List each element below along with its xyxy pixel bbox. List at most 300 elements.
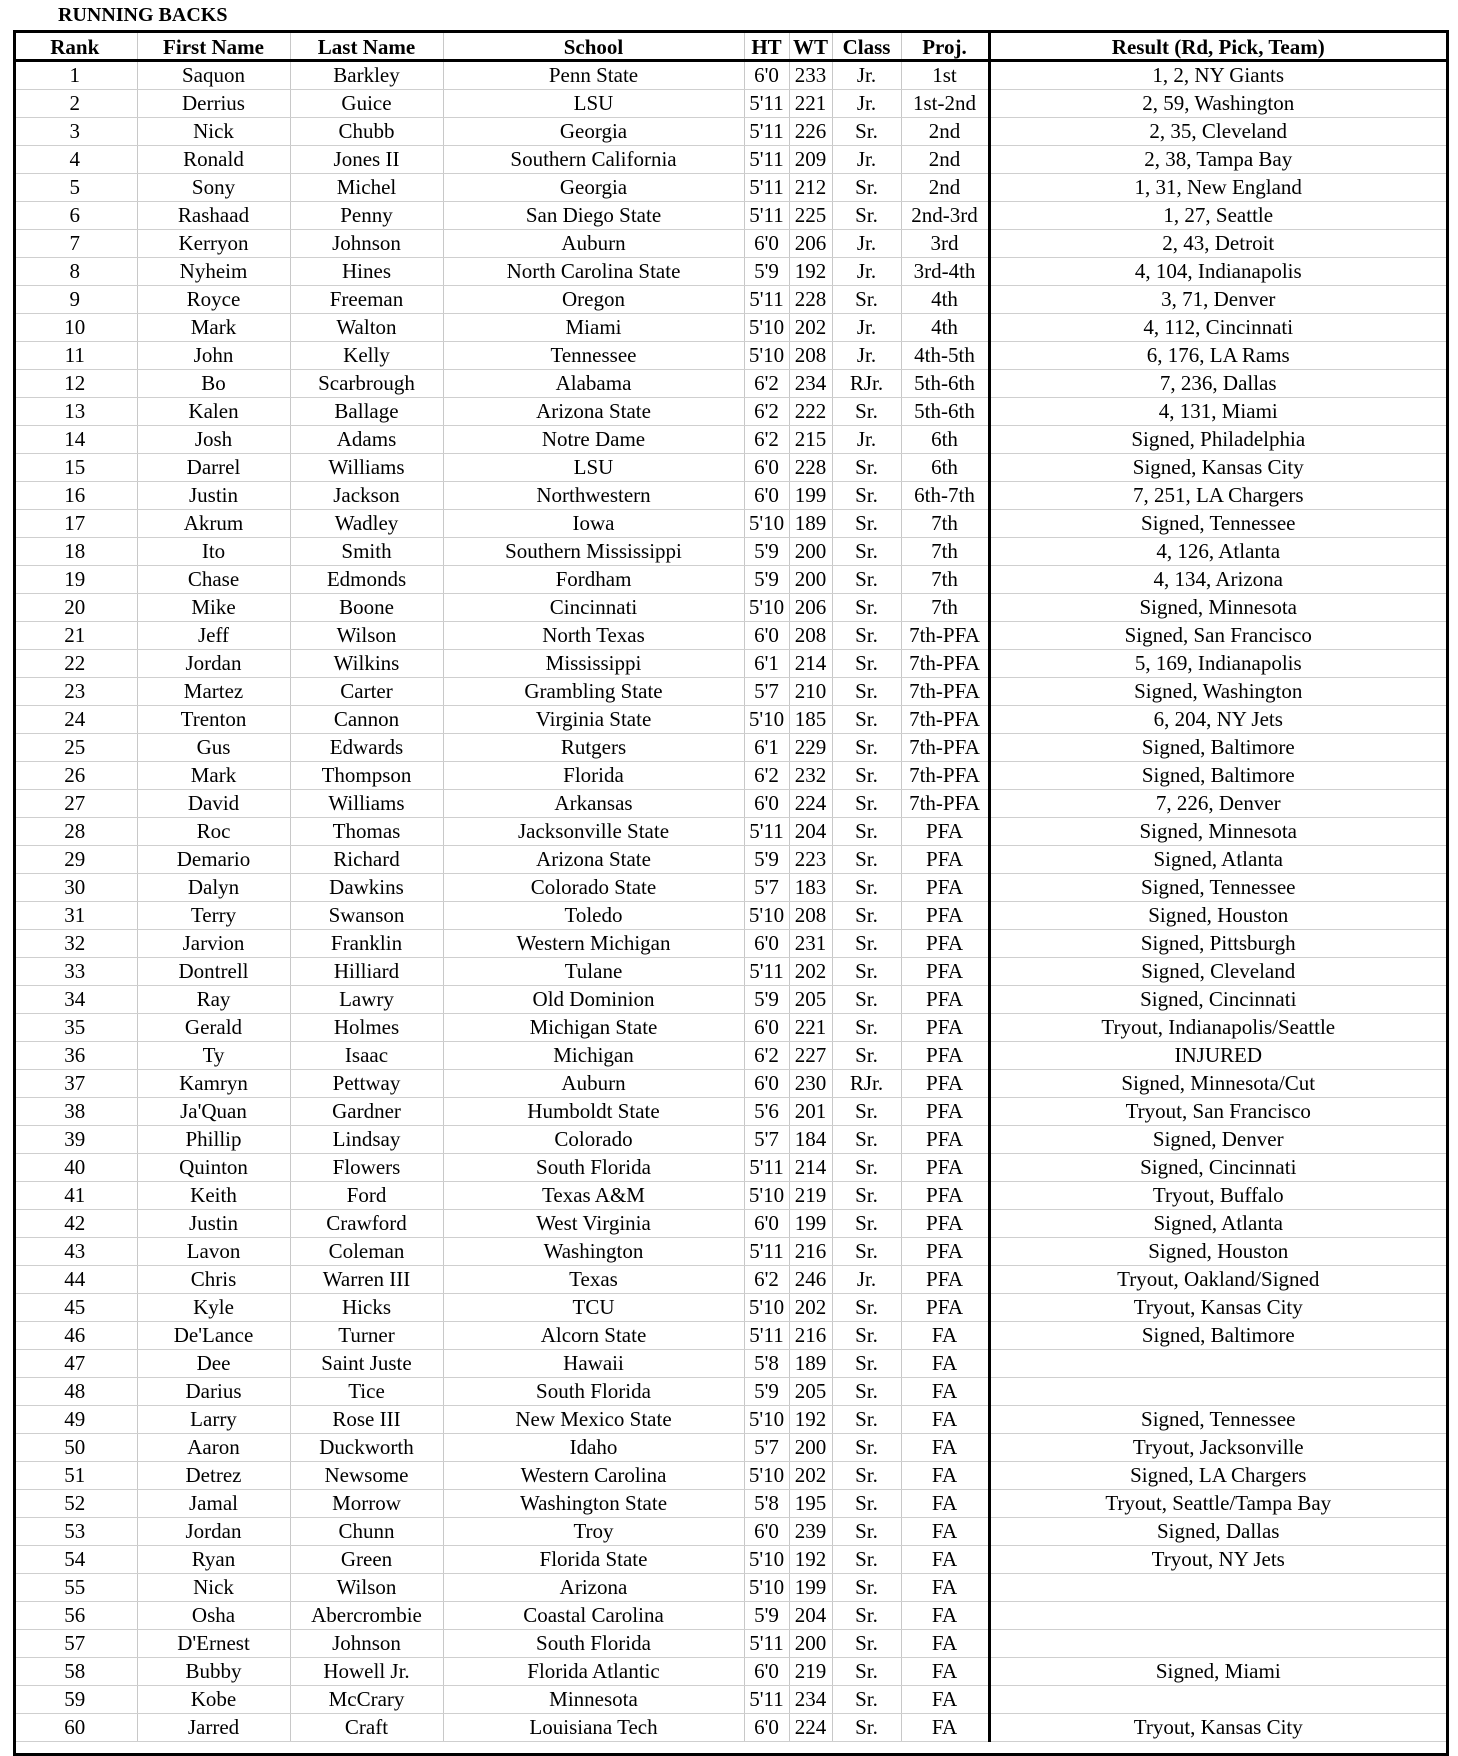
last-name-cell: Howell Jr.: [290, 1658, 443, 1686]
rank-cell: 20: [13, 594, 137, 622]
first-name-cell: Josh: [137, 426, 290, 454]
class-cell: Sr.: [832, 1434, 901, 1462]
rank-cell: 27: [13, 790, 137, 818]
projection-cell: 4th: [901, 286, 989, 314]
table-row: [13, 174, 1446, 202]
projection-cell: 5th-6th: [901, 370, 989, 398]
first-name-cell: Jamal: [137, 1490, 290, 1518]
weight-cell: 219: [789, 1658, 832, 1686]
weight-cell: 221: [789, 1014, 832, 1042]
projection-cell: 7th-PFA: [901, 734, 989, 762]
header-row: [13, 30, 1446, 61]
first-name-cell: Jordan: [137, 1518, 290, 1546]
last-name-cell: Boone: [290, 594, 443, 622]
table-row: [13, 1602, 1446, 1630]
result-cell: 6, 204, NY Jets: [989, 706, 1446, 734]
table-row: [13, 90, 1446, 118]
last-name-cell: Hilliard: [290, 958, 443, 986]
school-cell: Troy: [443, 1518, 744, 1546]
last-name-cell: Thompson: [290, 762, 443, 790]
last-name-cell: Flowers: [290, 1154, 443, 1182]
result-cell: Signed, LA Chargers: [989, 1462, 1446, 1490]
first-name-cell: Akrum: [137, 510, 290, 538]
last-name-cell: Johnson: [290, 1630, 443, 1658]
table-row: [13, 790, 1446, 818]
result-cell: Signed, Atlanta: [989, 846, 1446, 874]
school-cell: Florida Atlantic: [443, 1658, 744, 1686]
weight-cell: 183: [789, 874, 832, 902]
rank-cell: 48: [13, 1378, 137, 1406]
class-cell: Sr.: [832, 510, 901, 538]
projection-cell: PFA: [901, 818, 989, 846]
weight-cell: 212: [789, 174, 832, 202]
table-row: [13, 986, 1446, 1014]
rank-cell: 18: [13, 538, 137, 566]
height-cell: 5'7: [744, 874, 789, 902]
projection-cell: PFA: [901, 1070, 989, 1098]
school-cell: Humboldt State: [443, 1098, 744, 1126]
height-cell: 6'0: [744, 482, 789, 510]
weight-cell: 205: [789, 986, 832, 1014]
weight-cell: 233: [789, 61, 832, 90]
rank-cell: 10: [13, 314, 137, 342]
projection-cell: FA: [901, 1574, 989, 1602]
result-cell: Signed, Washington: [989, 678, 1446, 706]
weight-cell: 208: [789, 342, 832, 370]
weight-cell: 208: [789, 622, 832, 650]
weight-cell: 216: [789, 1322, 832, 1350]
table-row: [13, 902, 1446, 930]
table-row: [13, 342, 1446, 370]
result-cell: Signed, Tennessee: [989, 874, 1446, 902]
school-cell: Auburn: [443, 230, 744, 258]
table-row: [13, 566, 1446, 594]
rank-cell: 53: [13, 1518, 137, 1546]
result-cell: Tryout, Buffalo: [989, 1182, 1446, 1210]
first-name-cell: Sony: [137, 174, 290, 202]
class-cell: Sr.: [832, 650, 901, 678]
height-cell: 5'11: [744, 286, 789, 314]
table-row: [13, 538, 1446, 566]
class-cell: Sr.: [832, 1294, 901, 1322]
weight-cell: 224: [789, 790, 832, 818]
height-cell: 5'10: [744, 594, 789, 622]
height-cell: 6'0: [744, 1210, 789, 1238]
rank-cell: 16: [13, 482, 137, 510]
last-name-cell: Wilson: [290, 622, 443, 650]
table-row: [13, 202, 1446, 230]
first-name-cell: Chris: [137, 1266, 290, 1294]
table-row: [13, 258, 1446, 286]
first-name-cell: Derrius: [137, 90, 290, 118]
projection-cell: 2nd: [901, 146, 989, 174]
first-name-cell: Trenton: [137, 706, 290, 734]
weight-cell: 219: [789, 1182, 832, 1210]
class-cell: Sr.: [832, 958, 901, 986]
last-name-cell: Franklin: [290, 930, 443, 958]
projection-cell: 3rd-4th: [901, 258, 989, 286]
school-cell: Penn State: [443, 61, 744, 90]
last-name-cell: Duckworth: [290, 1434, 443, 1462]
first-name-cell: Saquon: [137, 61, 290, 90]
rank-cell: 46: [13, 1322, 137, 1350]
height-cell: 5'11: [744, 1686, 789, 1714]
first-name-cell: John: [137, 342, 290, 370]
rank-cell: 13: [13, 398, 137, 426]
rank-cell: 4: [13, 146, 137, 174]
projection-cell: FA: [901, 1602, 989, 1630]
first-name-cell: Ty: [137, 1042, 290, 1070]
school-cell: West Virginia: [443, 1210, 744, 1238]
projection-cell: 4th: [901, 314, 989, 342]
weight-cell: 202: [789, 958, 832, 986]
projection-cell: 7th-PFA: [901, 790, 989, 818]
result-cell: Tryout, Jacksonville: [989, 1434, 1446, 1462]
school-cell: Miami: [443, 314, 744, 342]
last-name-cell: Chubb: [290, 118, 443, 146]
first-name-cell: Gerald: [137, 1014, 290, 1042]
weight-cell: 201: [789, 1098, 832, 1126]
projection-cell: PFA: [901, 1182, 989, 1210]
class-cell: Jr.: [832, 426, 901, 454]
school-cell: Hawaii: [443, 1350, 744, 1378]
result-cell: Tryout, Indianapolis/Seattle: [989, 1014, 1446, 1042]
school-cell: Arkansas: [443, 790, 744, 818]
last-name-cell: Edwards: [290, 734, 443, 762]
class-cell: Sr.: [832, 1350, 901, 1378]
height-cell: 6'1: [744, 734, 789, 762]
weight-cell: 204: [789, 1602, 832, 1630]
class-cell: Jr.: [832, 314, 901, 342]
rank-cell: 37: [13, 1070, 137, 1098]
rank-cell: 32: [13, 930, 137, 958]
result-cell: [989, 1378, 1446, 1406]
weight-cell: 192: [789, 258, 832, 286]
last-name-cell: Cannon: [290, 706, 443, 734]
school-cell: Idaho: [443, 1434, 744, 1462]
school-cell: Michigan: [443, 1042, 744, 1070]
rank-cell: 9: [13, 286, 137, 314]
result-cell: Signed, San Francisco: [989, 622, 1446, 650]
last-name-cell: Wilkins: [290, 650, 443, 678]
first-name-cell: Darrel: [137, 454, 290, 482]
height-cell: 6'0: [744, 1014, 789, 1042]
weight-cell: 202: [789, 1462, 832, 1490]
height-cell: 5'10: [744, 342, 789, 370]
page-title: RUNNING BACKS: [58, 4, 228, 26]
rank-cell: 28: [13, 818, 137, 846]
table-row: [13, 1238, 1446, 1266]
school-cell: New Mexico State: [443, 1406, 744, 1434]
first-name-cell: Ryan: [137, 1546, 290, 1574]
height-cell: 5'11: [744, 818, 789, 846]
school-cell: Arizona State: [443, 398, 744, 426]
height-cell: 5'9: [744, 538, 789, 566]
school-cell: Minnesota: [443, 1686, 744, 1714]
last-name-cell: Saint Juste: [290, 1350, 443, 1378]
school-cell: Alabama: [443, 370, 744, 398]
weight-cell: 223: [789, 846, 832, 874]
rank-cell: 45: [13, 1294, 137, 1322]
height-cell: 5'10: [744, 1546, 789, 1574]
class-cell: Sr.: [832, 930, 901, 958]
rank-cell: 17: [13, 510, 137, 538]
rank-cell: 24: [13, 706, 137, 734]
rank-cell: 29: [13, 846, 137, 874]
weight-cell: 200: [789, 538, 832, 566]
school-cell: Western Michigan: [443, 930, 744, 958]
projection-cell: 6th: [901, 426, 989, 454]
class-cell: Jr.: [832, 146, 901, 174]
table-row: [13, 1042, 1446, 1070]
projection-cell: PFA: [901, 1266, 989, 1294]
result-cell: 4, 134, Arizona: [989, 566, 1446, 594]
weight-cell: 192: [789, 1546, 832, 1574]
height-cell: 5'11: [744, 118, 789, 146]
weight-cell: 216: [789, 1238, 832, 1266]
first-name-cell: Jeff: [137, 622, 290, 650]
class-cell: Sr.: [832, 1462, 901, 1490]
class-cell: Sr.: [832, 566, 901, 594]
class-cell: Sr.: [832, 1378, 901, 1406]
result-cell: 5, 169, Indianapolis: [989, 650, 1446, 678]
last-name-cell: Wadley: [290, 510, 443, 538]
rank-cell: 26: [13, 762, 137, 790]
table-row: [13, 454, 1446, 482]
result-cell: [989, 1602, 1446, 1630]
result-cell: Signed, Cleveland: [989, 958, 1446, 986]
class-cell: Sr.: [832, 202, 901, 230]
height-cell: 6'0: [744, 61, 789, 90]
rank-cell: 25: [13, 734, 137, 762]
table-row: [13, 1210, 1446, 1238]
weight-cell: 199: [789, 1574, 832, 1602]
rank-cell: 5: [13, 174, 137, 202]
table-row: [13, 1434, 1446, 1462]
result-cell: Tryout, NY Jets: [989, 1546, 1446, 1574]
projection-cell: PFA: [901, 1238, 989, 1266]
class-cell: Sr.: [832, 1042, 901, 1070]
rank-cell: 40: [13, 1154, 137, 1182]
result-cell: 2, 59, Washington: [989, 90, 1446, 118]
height-cell: 5'6: [744, 1098, 789, 1126]
result-cell: Signed, Dallas: [989, 1518, 1446, 1546]
table-row: [13, 1014, 1446, 1042]
school-cell: Coastal Carolina: [443, 1602, 744, 1630]
height-cell: 6'0: [744, 622, 789, 650]
last-name-cell: McCrary: [290, 1686, 443, 1714]
result-cell: 1, 2, NY Giants: [989, 61, 1446, 90]
projection-cell: PFA: [901, 1014, 989, 1042]
table-row: [13, 1378, 1446, 1406]
height-cell: 6'0: [744, 1070, 789, 1098]
school-cell: Tulane: [443, 958, 744, 986]
class-cell: Jr.: [832, 258, 901, 286]
weight-cell: 215: [789, 426, 832, 454]
last-name-cell: Barkley: [290, 61, 443, 90]
school-cell: Toledo: [443, 902, 744, 930]
rank-cell: 38: [13, 1098, 137, 1126]
result-cell: 2, 38, Tampa Bay: [989, 146, 1446, 174]
rank-cell: 36: [13, 1042, 137, 1070]
last-name-cell: Smith: [290, 538, 443, 566]
column-header-projection: Proj.: [901, 30, 989, 61]
table-row: [13, 1490, 1446, 1518]
projection-cell: PFA: [901, 846, 989, 874]
first-name-cell: Mark: [137, 314, 290, 342]
weight-cell: 234: [789, 370, 832, 398]
first-name-cell: Ja'Quan: [137, 1098, 290, 1126]
school-cell: South Florida: [443, 1378, 744, 1406]
last-name-cell: Jones II: [290, 146, 443, 174]
height-cell: 5'11: [744, 1630, 789, 1658]
weight-cell: 228: [789, 286, 832, 314]
school-cell: Texas: [443, 1266, 744, 1294]
class-cell: Sr.: [832, 1714, 901, 1742]
table-row: [13, 594, 1446, 622]
last-name-cell: Dawkins: [290, 874, 443, 902]
first-name-cell: Justin: [137, 1210, 290, 1238]
school-cell: Mississippi: [443, 650, 744, 678]
last-name-cell: Lawry: [290, 986, 443, 1014]
rank-cell: 42: [13, 1210, 137, 1238]
first-name-cell: Terry: [137, 902, 290, 930]
first-name-cell: Martez: [137, 678, 290, 706]
rank-cell: 51: [13, 1462, 137, 1490]
table-row: [13, 1574, 1446, 1602]
height-cell: 5'9: [744, 846, 789, 874]
result-cell: 4, 112, Cincinnati: [989, 314, 1446, 342]
column-header-first-name: First Name: [137, 30, 290, 61]
school-cell: Florida State: [443, 1546, 744, 1574]
table-row: [13, 370, 1446, 398]
class-cell: Jr.: [832, 230, 901, 258]
first-name-cell: David: [137, 790, 290, 818]
first-name-cell: Mark: [137, 762, 290, 790]
last-name-cell: Williams: [290, 790, 443, 818]
first-name-cell: Larry: [137, 1406, 290, 1434]
class-cell: Sr.: [832, 1518, 901, 1546]
result-cell: 7, 226, Denver: [989, 790, 1446, 818]
projection-cell: PFA: [901, 902, 989, 930]
first-name-cell: Osha: [137, 1602, 290, 1630]
weight-cell: 206: [789, 594, 832, 622]
projection-cell: 2nd: [901, 174, 989, 202]
result-cell: Signed, Philadelphia: [989, 426, 1446, 454]
school-cell: Grambling State: [443, 678, 744, 706]
class-cell: RJr.: [832, 370, 901, 398]
class-cell: Sr.: [832, 1490, 901, 1518]
result-cell: [989, 1630, 1446, 1658]
projection-cell: PFA: [901, 1294, 989, 1322]
weight-cell: 222: [789, 398, 832, 426]
first-name-cell: Ray: [137, 986, 290, 1014]
table-row: [13, 146, 1446, 174]
first-name-cell: Jarred: [137, 1714, 290, 1742]
projection-cell: FA: [901, 1462, 989, 1490]
weight-cell: 205: [789, 1378, 832, 1406]
table-row: [13, 398, 1446, 426]
last-name-cell: Edmonds: [290, 566, 443, 594]
rank-cell: 12: [13, 370, 137, 398]
projection-cell: 6th: [901, 454, 989, 482]
first-name-cell: Kamryn: [137, 1070, 290, 1098]
result-cell: Tryout, San Francisco: [989, 1098, 1446, 1126]
first-name-cell: Dontrell: [137, 958, 290, 986]
height-cell: 6'2: [744, 762, 789, 790]
weight-cell: 189: [789, 1350, 832, 1378]
school-cell: Iowa: [443, 510, 744, 538]
class-cell: Sr.: [832, 734, 901, 762]
last-name-cell: Lindsay: [290, 1126, 443, 1154]
height-cell: 5'9: [744, 258, 789, 286]
result-cell: 7, 236, Dallas: [989, 370, 1446, 398]
weight-cell: 204: [789, 818, 832, 846]
weight-cell: 226: [789, 118, 832, 146]
table-row: [13, 762, 1446, 790]
table-row: [13, 1546, 1446, 1574]
first-name-cell: Aaron: [137, 1434, 290, 1462]
rank-cell: 31: [13, 902, 137, 930]
last-name-cell: Turner: [290, 1322, 443, 1350]
result-cell: 3, 71, Denver: [989, 286, 1446, 314]
first-name-cell: Roc: [137, 818, 290, 846]
height-cell: 5'11: [744, 958, 789, 986]
rank-cell: 43: [13, 1238, 137, 1266]
projection-cell: FA: [901, 1546, 989, 1574]
class-cell: Sr.: [832, 846, 901, 874]
weight-cell: 200: [789, 1434, 832, 1462]
class-cell: Sr.: [832, 174, 901, 202]
weight-cell: 200: [789, 1630, 832, 1658]
first-name-cell: De'Lance: [137, 1322, 290, 1350]
class-cell: Jr.: [832, 90, 901, 118]
table-row: [13, 1098, 1446, 1126]
weight-cell: 199: [789, 1210, 832, 1238]
height-cell: 5'8: [744, 1350, 789, 1378]
column-header-last-name: Last Name: [290, 30, 443, 61]
projection-cell: 7th-PFA: [901, 622, 989, 650]
school-cell: Tennessee: [443, 342, 744, 370]
result-cell: Signed, Miami: [989, 1658, 1446, 1686]
projection-cell: FA: [901, 1322, 989, 1350]
first-name-cell: Quinton: [137, 1154, 290, 1182]
table-row: [13, 1686, 1446, 1714]
last-name-cell: Abercrombie: [290, 1602, 443, 1630]
class-cell: Sr.: [832, 1658, 901, 1686]
last-name-cell: Adams: [290, 426, 443, 454]
weight-cell: 221: [789, 90, 832, 118]
projection-cell: FA: [901, 1714, 989, 1742]
class-cell: Sr.: [832, 118, 901, 146]
height-cell: 5'10: [744, 1406, 789, 1434]
weight-cell: 227: [789, 1042, 832, 1070]
last-name-cell: Williams: [290, 454, 443, 482]
height-cell: 5'10: [744, 902, 789, 930]
first-name-cell: Kyle: [137, 1294, 290, 1322]
rank-cell: 58: [13, 1658, 137, 1686]
height-cell: 5'10: [744, 1462, 789, 1490]
last-name-cell: Rose III: [290, 1406, 443, 1434]
table-row: [13, 230, 1446, 258]
table-row: [13, 622, 1446, 650]
table-row: [13, 1266, 1446, 1294]
last-name-cell: Hicks: [290, 1294, 443, 1322]
projection-cell: 7th-PFA: [901, 678, 989, 706]
school-cell: North Carolina State: [443, 258, 744, 286]
weight-cell: 206: [789, 230, 832, 258]
last-name-cell: Tice: [290, 1378, 443, 1406]
